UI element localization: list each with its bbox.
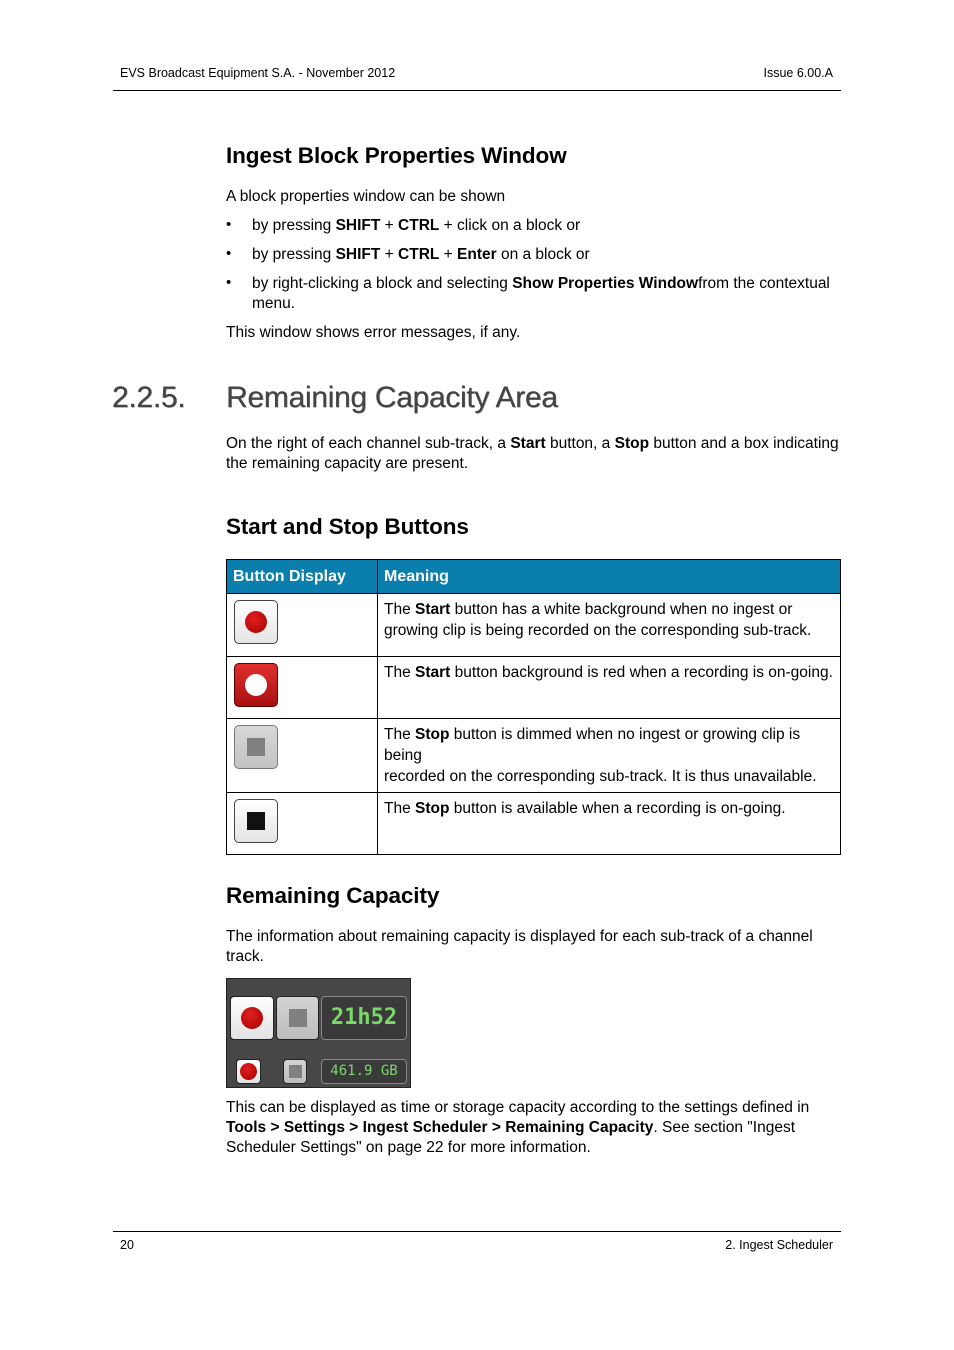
bullet-text: by pressing — [252, 246, 336, 263]
stop-button-dimmed-icon — [234, 725, 278, 769]
bullet-marker: • — [226, 216, 232, 233]
remaining-capacity-intro — [226, 927, 841, 967]
footer-rule — [113, 1231, 841, 1232]
table-header-row — [227, 560, 841, 594]
start-button-recording-icon — [234, 663, 278, 707]
section-number: 2.2.5. — [112, 381, 186, 414]
intro-text: the remaining capacity are present. — [226, 455, 469, 472]
meaning-text: recorded on the corresponding sub-track. It is thus unavailable. — [384, 768, 817, 785]
stop-square-icon — [289, 1065, 302, 1078]
bullet-key: Enter — [457, 246, 497, 263]
column-header-meaning: Meaning — [378, 560, 841, 594]
record-dot-icon — [245, 611, 267, 633]
bullet-key: CTRL — [398, 246, 440, 263]
button-display-cell — [227, 793, 378, 855]
properties-outro: This window shows error messages, if any. — [226, 324, 521, 341]
bullet-marker: • — [226, 274, 232, 291]
meaning-cell — [378, 657, 841, 719]
meaning-cell — [378, 719, 841, 793]
footer-chapter: 2. Ingest Scheduler — [725, 1238, 833, 1252]
stop-square-icon — [247, 738, 265, 756]
intro-bold: Start — [510, 435, 546, 452]
table-row — [227, 594, 841, 657]
header-document-info: EVS Broadcast Equipment S.A. - November 2012 — [120, 66, 396, 80]
start-stop-heading: Start and Stop Buttons — [226, 514, 469, 539]
bullet-text: by right-clicking a block and selecting — [252, 275, 513, 292]
header-rule — [113, 90, 841, 91]
table-row — [227, 657, 841, 719]
intro-text: On the right of each channel sub-track, a — [226, 435, 511, 452]
meaning-bold: Start — [415, 601, 451, 618]
remaining-capacity-screenshot — [226, 978, 411, 1088]
intro-text: button and a box indicating — [649, 435, 839, 452]
intro-text: button, a — [545, 435, 615, 452]
bullet-text: by pressing — [252, 217, 336, 234]
stop-button[interactable] — [276, 996, 319, 1040]
meaning-text: growing clip is being recorded on the corresponding sub-track. — [384, 622, 812, 639]
meaning-text: The — [384, 601, 416, 618]
stop-square-icon — [289, 1009, 307, 1027]
record-dot-icon — [240, 1063, 257, 1080]
bullet-text: on a block or — [496, 246, 590, 263]
remaining-time-display: 21h52 — [321, 996, 407, 1040]
properties-intro: A block properties window can be shown — [226, 188, 506, 205]
column-header-button-display: Button Display — [227, 560, 378, 594]
meaning-bold: Stop — [415, 726, 450, 743]
stop-button-available-icon — [234, 799, 278, 843]
bullet-text: + — [439, 246, 458, 263]
note-text: . See section "Ingest — [653, 1119, 796, 1136]
record-dot-icon — [245, 674, 267, 696]
bullet-text: + — [380, 217, 399, 234]
remaining-storage-display: 461.9 GB — [321, 1059, 407, 1084]
meaning-bold: Start — [415, 664, 451, 681]
remaining-capacity-settings-note — [226, 1098, 841, 1158]
start-button-idle-icon — [234, 600, 278, 644]
meaning-text: button background is red when a recording is on-going. — [450, 664, 833, 681]
start-button-small[interactable] — [236, 1059, 261, 1084]
button-display-cell — [227, 594, 378, 657]
bullet-key: SHIFT — [335, 246, 381, 263]
meaning-text: button is dimmed when no ingest or growing clip is being — [384, 726, 801, 764]
note-text: Scheduler Settings" on page 22 for more information. — [226, 1139, 591, 1156]
meaning-text: The — [384, 664, 416, 681]
bullet-text: from the contextual — [698, 275, 830, 292]
bullet-item-3 — [252, 274, 842, 314]
remaining-capacity-heading: Remaining Capacity — [226, 883, 440, 908]
meaning-text: button is available when a recording is on-going. — [449, 800, 786, 817]
bullet-marker: • — [226, 245, 232, 262]
button-display-table — [226, 559, 841, 855]
properties-heading: Ingest Block Properties Window — [226, 143, 567, 168]
bullet-item-1 — [252, 216, 580, 236]
meaning-bold: Stop — [415, 800, 450, 817]
intro-text: The information about remaining capacity is displayed for each sub-track of a channel — [226, 928, 813, 945]
bullet-item-2 — [252, 245, 590, 265]
record-dot-icon — [241, 1007, 263, 1029]
note-text: This can be displayed as time or storage capacity according to the settings defined in — [226, 1099, 810, 1116]
table-row — [227, 793, 841, 855]
settings-path: Tools > Settings > Ingest Scheduler > Remaining Capacity — [226, 1119, 654, 1136]
button-display-cell — [227, 719, 378, 793]
bullet-text: menu. — [252, 295, 296, 312]
stop-button-small[interactable] — [283, 1059, 307, 1084]
start-button[interactable] — [230, 996, 274, 1040]
stop-square-icon — [247, 812, 265, 830]
meaning-text: The — [384, 800, 416, 817]
bullet-key: SHIFT — [335, 217, 381, 234]
section-title: Remaining Capacity Area — [226, 381, 558, 414]
meaning-cell — [378, 793, 841, 855]
meaning-text: The — [384, 726, 416, 743]
table-row — [227, 719, 841, 793]
intro-bold: Stop — [614, 435, 650, 452]
meaning-cell — [378, 594, 841, 657]
meaning-text: button has a white background when no ingest or — [450, 601, 793, 618]
intro-text: track. — [226, 948, 264, 965]
bullet-command: Show Properties Window — [512, 275, 699, 292]
header-issue: Issue 6.00.A — [763, 66, 833, 80]
button-display-cell — [227, 657, 378, 719]
bullet-text: + click on a block or — [439, 217, 581, 234]
page-number: 20 — [120, 1238, 134, 1252]
bullet-text: + — [380, 246, 399, 263]
section-intro — [226, 434, 841, 474]
bullet-key: CTRL — [398, 217, 440, 234]
